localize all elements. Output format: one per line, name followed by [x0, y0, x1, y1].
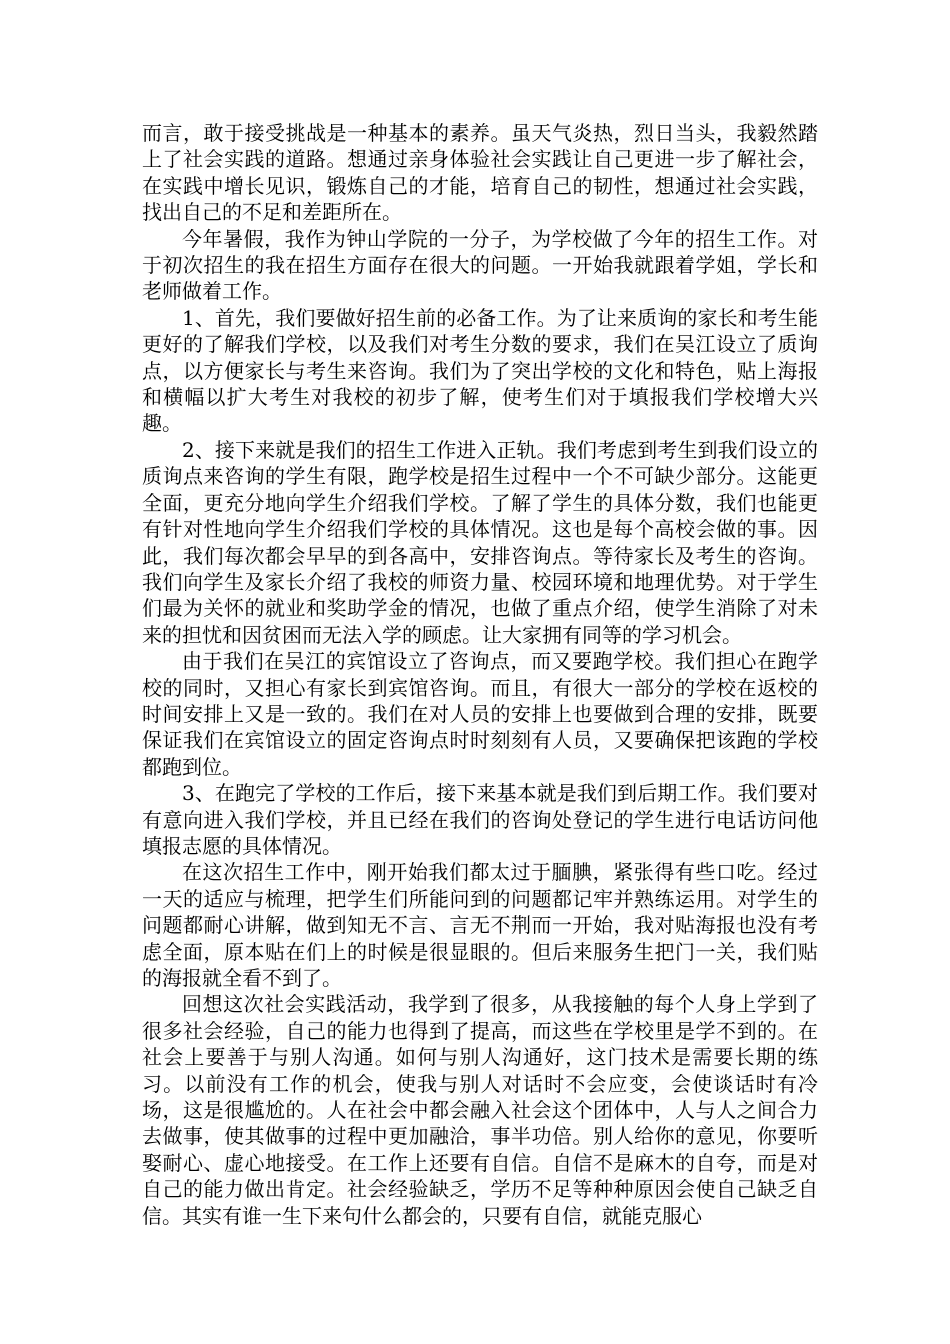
paragraph-continuation: 而言，敢于接受挑战是一种基本的素养。虽天气炎热，烈日当头，我毅然踏上了社会实践的道路。想通过亲身体验社会实践让自己更进一步了解社会，在实践中增长见识，锻炼自己的才能，培育自己的韧性，想通过社会实践，找出自己的不足和差距所在。 [142, 121, 818, 225]
paragraph-experience: 在这次招生工作中，刚开始我们都太过于腼腆，紧张得有些口吃。经过一天的适应与梳理，把学生们所能问到的问题都记牢并熟练运用。对学生的问题都耐心讲解，做到知无不言、言无不荆而一开始，我对贴海报也没有考虑全面，原本贴在们上的时候是很显眼的。但后来服务生把门一关，我们贴的海报就全看不到了。 [142, 860, 818, 990]
paragraph-step-2: 2、接下来就是我们的招生工作进入正轨。我们考虑到考生到我们设立的质询点来咨询的学生有限，跑学校是招生过程中一个不可缺少部分。这能更全面，更充分地向学生介绍我们学校。了解了学生的具体分数，我们也能更有针对性地向学生介绍我们学校的具体情况。这也是每个高校会做的事。因此，我们每次都会早早的到各高中，安排咨询点。等待家长及考生的咨询。我们向学生及家长介绍了我校的师资力量、校园环境和地理优势。对于学生们最为关怀的就业和奖助学金的情况，也做了重点介绍，使学生消除了对未来的担忧和因贫困而无法入学的顾虑。让大家拥有同等的学习机会。 [142, 437, 818, 647]
paragraph-step-1: 1、首先，我们要做好招生前的必备工作。为了让来质询的家长和考生能更好的了解我们学校，以及我们对考生分数的要求，我们在吴江设立了质询点，以方便家长与考生来咨询。我们为了突出学校的文化和特色，贴上海报和横幅以扩大考生对我校的初步了解，使考生们对于填报我们学校增大兴趣。 [142, 305, 818, 436]
paragraph-reflection: 回想这次社会实践活动，我学到了很多，从我接触的每个人身上学到了很多社会经验，自己的能力也得到了提高，而这些在学校里是学不到的。在社会上要善于与别人沟通。如何与别人沟通好，这门技术是需要长期的练习。以前没有工作的机会，使我与别人对话时不会应变，会使谈话时有冷场，这是很尴尬的。人在社会中都会融入社会这个团体中，人与人之间合力去做事，使其做事的过程中更加融洽，事半功倍。别人给你的意见，你要听娶耐心、虚心地接受。在工作上还要有自信。自信不是麻木的自夸，而是对自己的能力做出肯定。社会经验缺乏，学历不足等种种原因会使自己缺乏自信。其实有谁一生下来句什么都会的，只要有自信，就能克服心 [142, 992, 818, 1228]
paragraph-hotel-consulting: 由于我们在吴江的宾馆设立了咨询点，而又要跑学校。我们担心在跑学校的同时，又担心有家长到宾馆咨询。而且，有很大一部分的学校在返校的时间安排上又是一致的。我们在对人员的安排上也要做到合理的安排，既要保证我们在宾馆设立的固定咨询点时时刻刻有人员，又要确保把该跑的学校都跑到位。 [142, 649, 818, 779]
document-page [142, 120, 818, 1229]
paragraph-summer-recruitment: 今年暑假，我作为钟山学院的一分子，为学校做了今年的招生工作。对于初次招生的我在招生方面存在很大的问题。一开始我就跟着学姐，学长和老师做着工作。 [142, 226, 818, 304]
paragraph-step-3: 3、在跑完了学校的工作后，接下来基本就是我们到后期工作。我们要对有意向进入我们学校，并且已经在我们的咨询处登记的学生进行电话访问他填报志愿的具体情况。 [142, 781, 818, 858]
